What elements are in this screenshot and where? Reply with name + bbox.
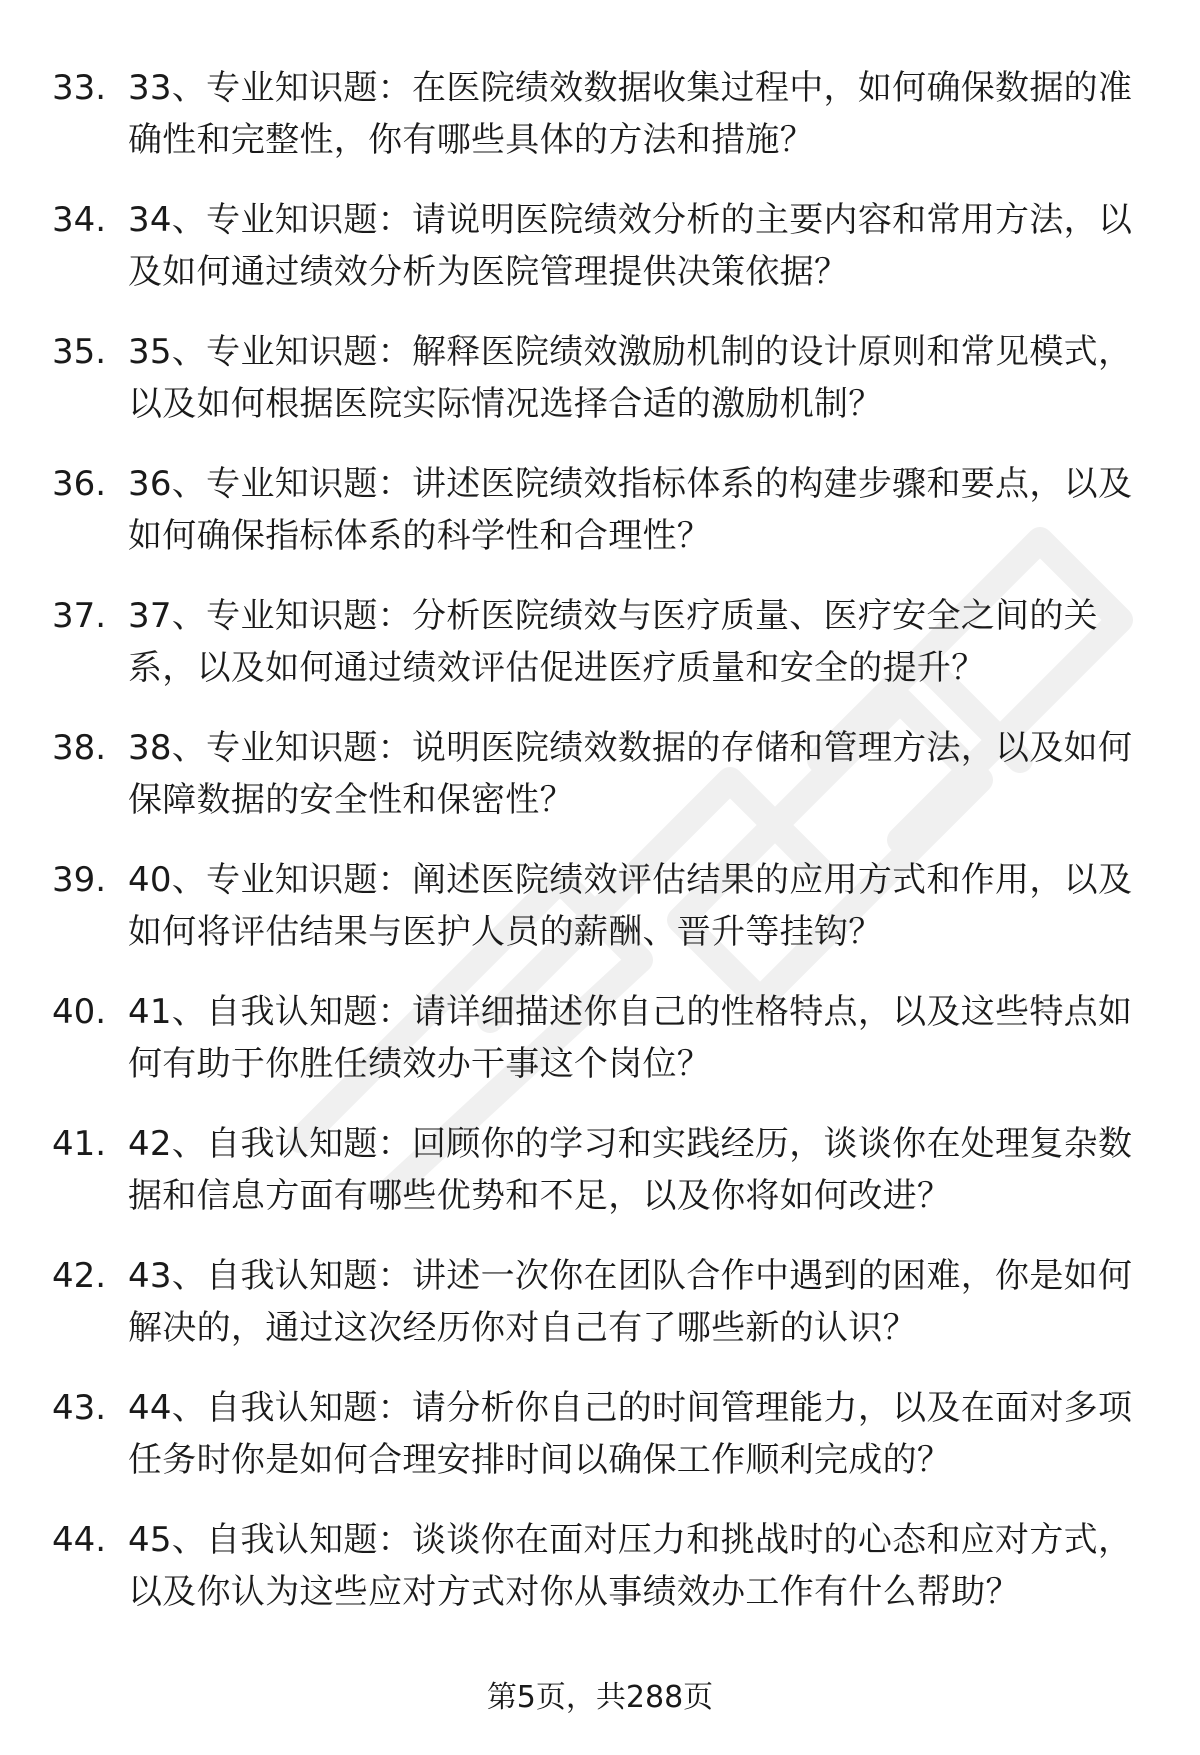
question-list: [0, 62, 1200, 1646]
question-text: 35、专业知识题：解释医院绩效激励机制的设计原则和常见模式，以及如何根据医院实际情况选择合适的激励机制？: [128, 332, 1133, 424]
question-number: 40.: [52, 992, 107, 1032]
question-number: 38.: [52, 728, 107, 768]
question-text: 37、专业知识题：分析医院绩效与医疗质量、医疗安全之间的关系，以及如何通过绩效评估促进医疗质量和安全的提升？: [128, 596, 1098, 688]
question-text: 40、专业知识题：阐述医院绩效评估结果的应用方式和作用，以及如何将评估结果与医护人员的薪酬、晋升等挂钩？: [128, 860, 1133, 952]
question-number: 34.: [52, 200, 107, 240]
question-item: [0, 1118, 1200, 1250]
question-text: 45、自我认知题：谈谈你在面对压力和挑战时的心态和应对方式，以及你认为这些应对方式对你从事绩效办工作有什么帮助？: [128, 1520, 1133, 1612]
question-number: 36.: [52, 464, 107, 504]
question-item: [0, 326, 1200, 458]
question-item: [0, 458, 1200, 590]
question-item: [0, 722, 1200, 854]
question-text: 36、专业知识题：讲述医院绩效指标体系的构建步骤和要点，以及如何确保指标体系的科学性和合理性？: [128, 464, 1133, 556]
page-footer: [0, 1678, 1200, 1718]
question-item: [0, 590, 1200, 722]
question-item: [0, 1514, 1200, 1646]
question-text: 42、自我认知题：回顾你的学习和实践经历，谈谈你在处理复杂数据和信息方面有哪些优势和不足，以及你将如何改进？: [128, 1124, 1133, 1216]
question-number: 33.: [52, 68, 107, 108]
question-text: 34、专业知识题：请说明医院绩效分析的主要内容和常用方法，以及如何通过绩效分析为医院管理提供决策依据？: [128, 200, 1133, 292]
question-number: 42.: [52, 1256, 107, 1296]
question-number: 44.: [52, 1520, 107, 1560]
question-item: [0, 1382, 1200, 1514]
question-number: 37.: [52, 596, 107, 636]
question-item: [0, 854, 1200, 986]
question-item: [0, 194, 1200, 326]
question-item: [0, 1250, 1200, 1382]
question-text: 44、自我认知题：请分析你自己的时间管理能力，以及在面对多项任务时你是如何合理安排时间以确保工作顺利完成的？: [128, 1388, 1133, 1480]
question-number: 43.: [52, 1388, 107, 1428]
question-text: 33、专业知识题：在医院绩效数据收集过程中，如何确保数据的准确性和完整性，你有哪些具体的方法和措施？: [128, 68, 1133, 160]
question-item: [0, 62, 1200, 194]
question-number: 35.: [52, 332, 107, 372]
question-number: 41.: [52, 1124, 107, 1164]
question-text: 41、自我认知题：请详细描述你自己的性格特点，以及这些特点如何有助于你胜任绩效办干事这个岗位？: [128, 992, 1133, 1084]
page-number-label: 第5页，共288页: [486, 1680, 714, 1715]
question-text: 38、专业知识题：说明医院绩效数据的存储和管理方法，以及如何保障数据的安全性和保密性？: [128, 728, 1133, 820]
question-text: 43、自我认知题：讲述一次你在团队合作中遇到的困难，你是如何解决的，通过这次经历你对自己有了哪些新的认识？: [128, 1256, 1133, 1348]
question-item: [0, 986, 1200, 1118]
question-number: 39.: [52, 860, 107, 900]
